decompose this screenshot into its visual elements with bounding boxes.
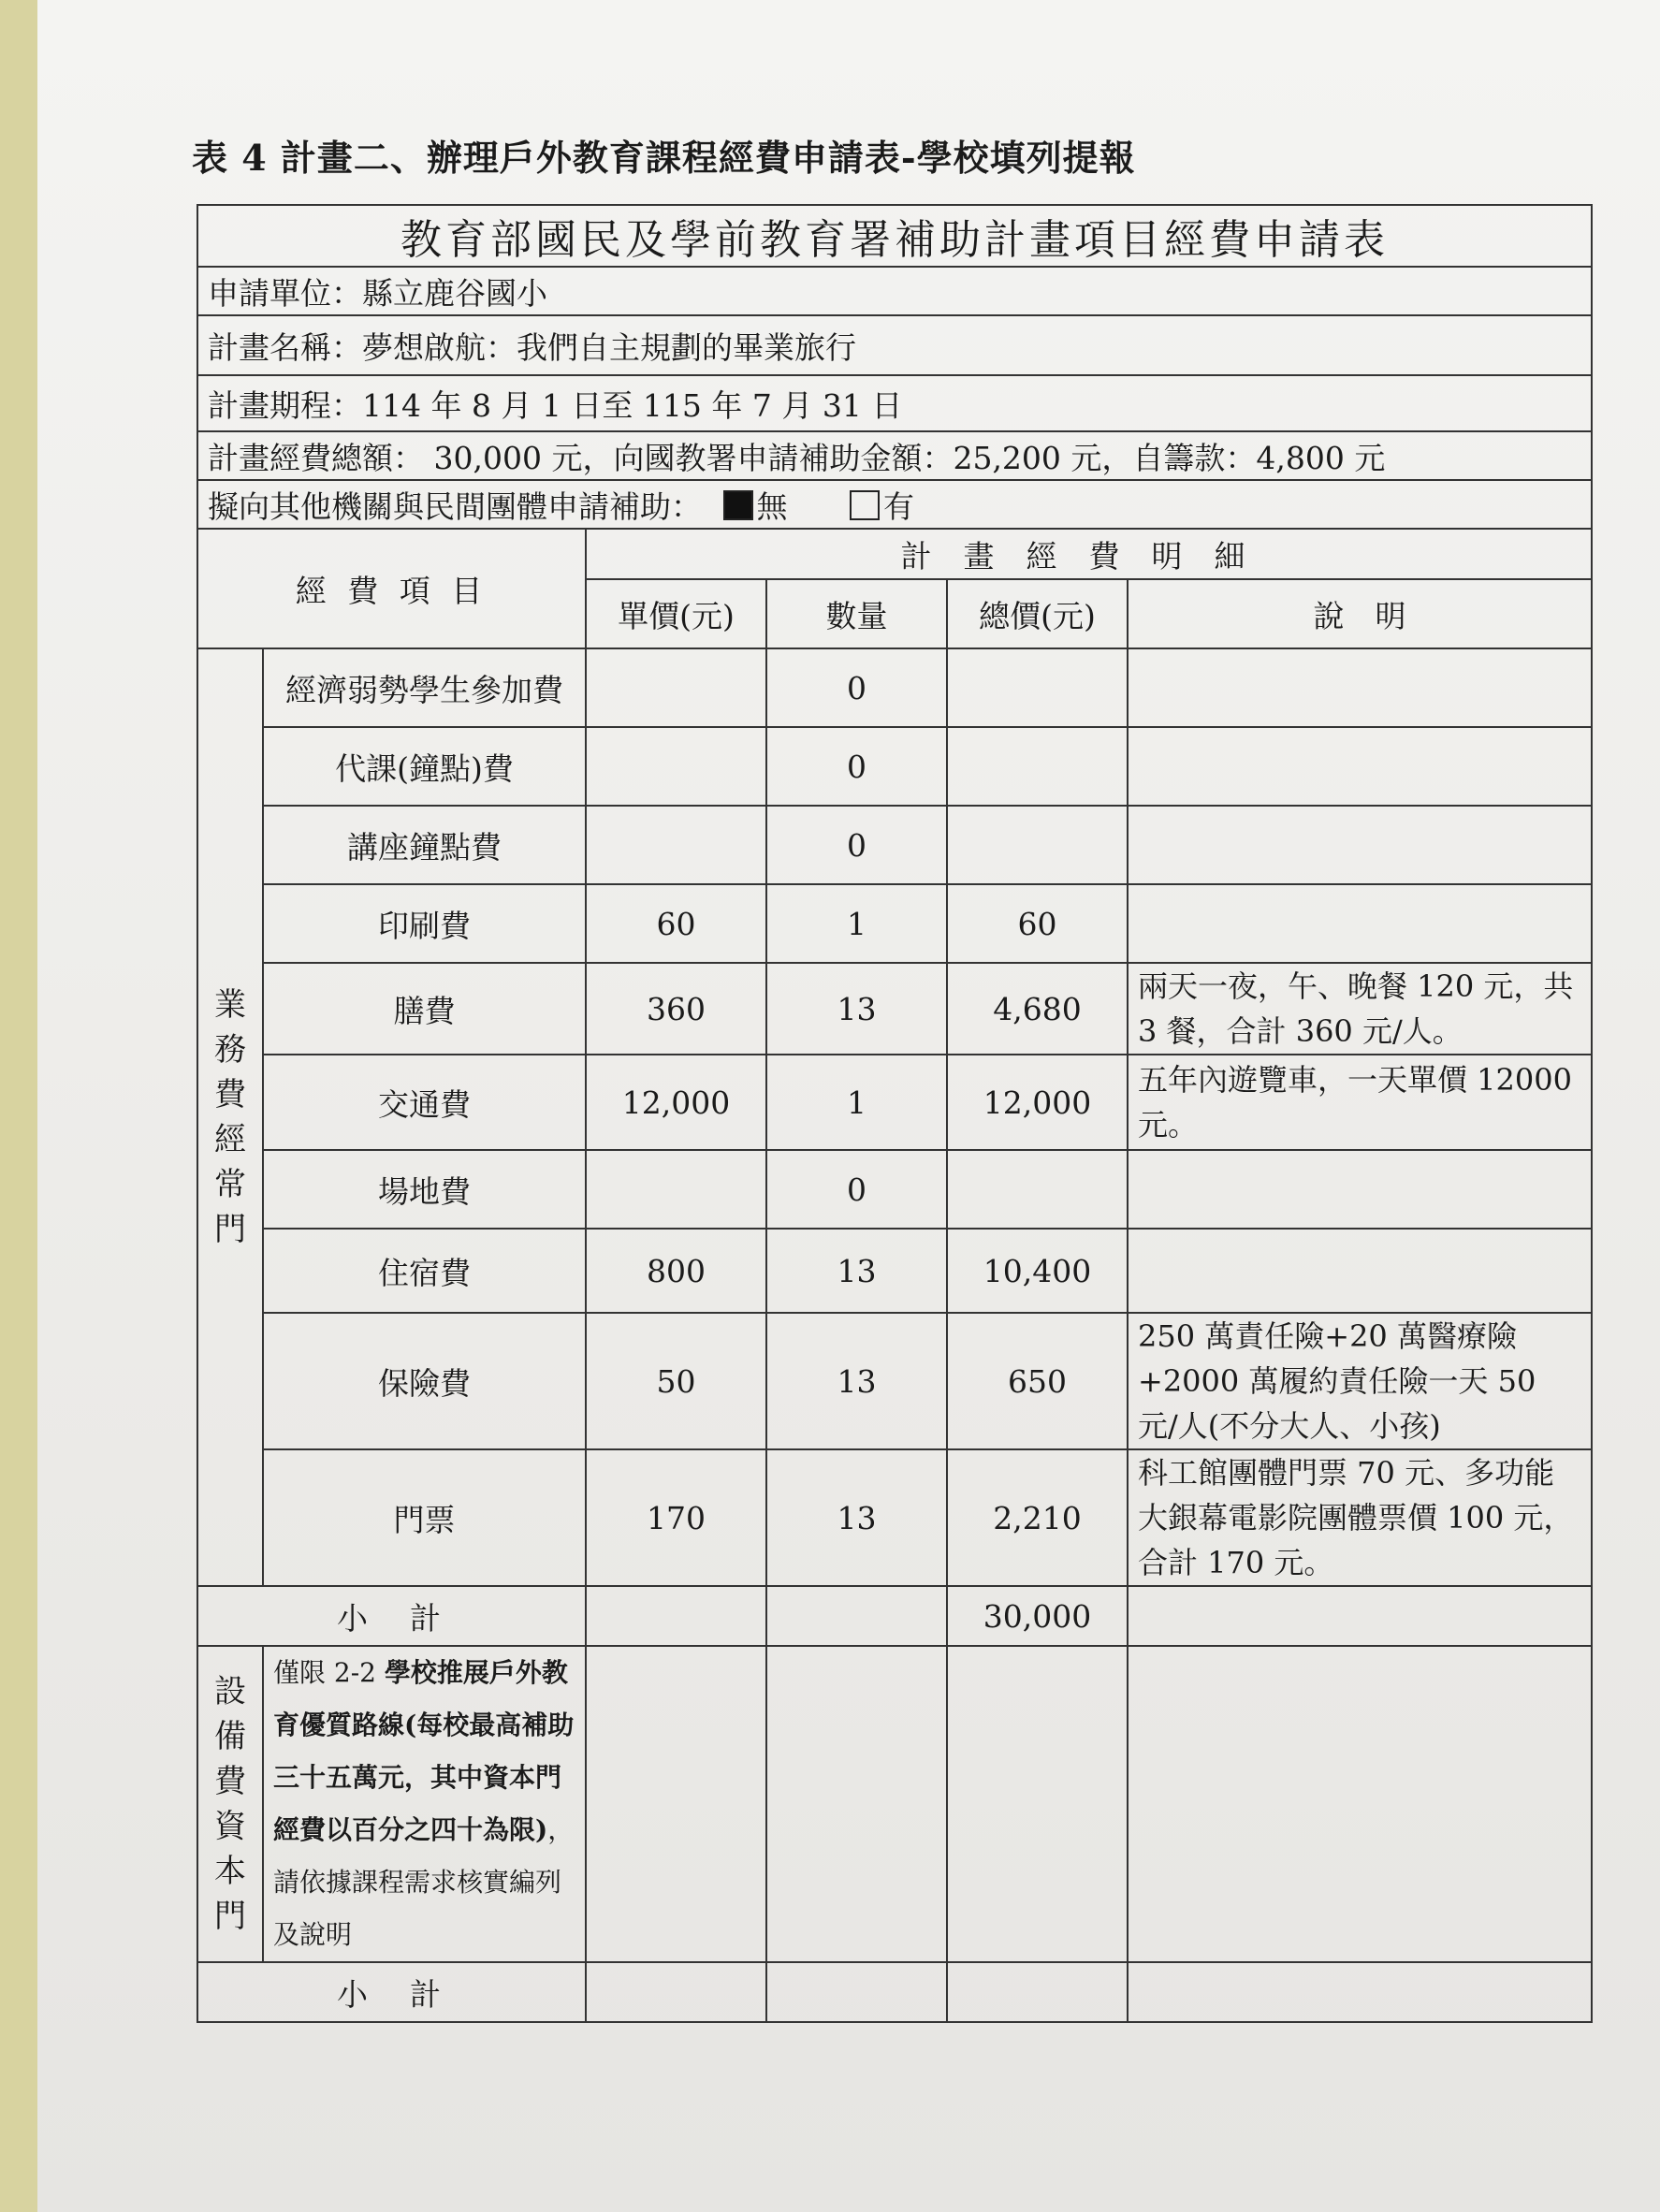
column-header-item: 經 費 項 目 — [197, 529, 586, 648]
capital-section-note: 僅限 2-2 學校推展戶外教育優質路線(每校最高補助三十五萬元，其中資本門經費以百分之四十為限)，請依據課程需求核實編列及說明 — [263, 1646, 586, 1962]
subtotal-quantity — [766, 1586, 947, 1646]
total-cell — [947, 727, 1128, 806]
table-row — [197, 963, 1592, 1055]
total-cell: 12,000 — [947, 1055, 1128, 1150]
description-cell — [1128, 1229, 1592, 1313]
capital-total — [947, 1646, 1128, 1962]
business-section-label: 業務費經常門 — [197, 648, 263, 1586]
document-title: 表 4 計畫二、辦理戶外教育課程經費申請表-學校填列提報 — [192, 137, 1136, 179]
item-cell: 印刷費 — [263, 884, 586, 963]
subtotal-label: 小 計 — [197, 1586, 586, 1646]
item-cell: 代課(鐘點)費 — [263, 727, 586, 806]
unit-price-cell: 800 — [586, 1229, 766, 1313]
applicant-field: 申請單位：縣立鹿谷國小 — [197, 267, 1592, 315]
capital-section-label: 設備費資本門 — [197, 1646, 263, 1962]
item-cell: 經濟弱勢學生參加費 — [263, 648, 586, 727]
unit-price-cell — [586, 1150, 766, 1229]
checkbox-no-checked[interactable] — [723, 490, 753, 520]
checkbox-yes-unchecked[interactable] — [850, 490, 880, 520]
quantity-cell: 1 — [766, 884, 947, 963]
table-row — [197, 1150, 1592, 1229]
description-cell: 科工館團體門票 70 元、多功能大銀幕電影院團體票價 100 元，合計 170 元。 — [1128, 1449, 1592, 1586]
column-header-quantity: 數量 — [766, 579, 947, 648]
table-row — [197, 806, 1592, 884]
description-cell — [1128, 727, 1592, 806]
total-cell: 2,210 — [947, 1449, 1128, 1586]
unit-price-cell: 360 — [586, 963, 766, 1055]
table-row — [197, 884, 1592, 963]
budget-summary-field: 計畫經費總額： 30,000 元，向國教署申請補助金額：25,200 元，自籌款：4,800 元 — [197, 431, 1592, 480]
unit-price-cell: 12,000 — [586, 1055, 766, 1150]
table-row — [197, 1229, 1592, 1313]
description-cell — [1128, 648, 1592, 727]
quantity-cell: 13 — [766, 1313, 947, 1449]
total-cell: 4,680 — [947, 963, 1128, 1055]
total-cell — [947, 806, 1128, 884]
column-header-total: 總價(元) — [947, 579, 1128, 648]
capital-subtotal-row — [197, 1962, 1592, 2022]
unit-price-cell: 50 — [586, 1313, 766, 1449]
plan-period-field: 計畫期程：114 年 8 月 1 日至 115 年 7 月 31 日 — [197, 375, 1592, 431]
subtotal-total: 30,000 — [947, 1586, 1128, 1646]
description-cell: 250 萬責任險+20 萬醫療險+2000 萬履約責任險一天 50 元/人(不分大人、小孩) — [1128, 1313, 1592, 1449]
quantity-cell: 0 — [766, 806, 947, 884]
description-cell — [1128, 806, 1592, 884]
capital-unit-price — [586, 1646, 766, 1962]
capital-subtotal-unit-price — [586, 1962, 766, 2022]
quantity-cell: 0 — [766, 1150, 947, 1229]
quantity-cell: 0 — [766, 727, 947, 806]
quantity-cell: 13 — [766, 963, 947, 1055]
item-cell: 講座鐘點費 — [263, 806, 586, 884]
capital-quantity — [766, 1646, 947, 1962]
capital-subtotal-total — [947, 1962, 1128, 2022]
quantity-cell: 0 — [766, 648, 947, 727]
column-header-detail: 計畫經費明細 — [586, 529, 1592, 579]
form-header: 教育部國民及學前教育署補助計畫項目經費申請表 — [197, 205, 1592, 267]
capital-section-row — [197, 1646, 1592, 1962]
description-cell: 五年內遊覽車，一天單價 12000 元。 — [1128, 1055, 1592, 1150]
other-subsidy-row — [197, 480, 1592, 529]
option-yes-label: 有 — [883, 488, 914, 525]
table-row — [197, 1449, 1592, 1586]
item-cell: 場地費 — [263, 1150, 586, 1229]
item-cell: 住宿費 — [263, 1229, 586, 1313]
description-cell — [1128, 884, 1592, 963]
subtotal-description — [1128, 1586, 1592, 1646]
item-cell: 保險費 — [263, 1313, 586, 1449]
unit-price-cell: 170 — [586, 1449, 766, 1586]
business-subtotal-row — [197, 1586, 1592, 1646]
description-cell: 兩天一夜，午、晚餐 120 元，共 3 餐，合計 360 元/人。 — [1128, 963, 1592, 1055]
total-cell: 650 — [947, 1313, 1128, 1449]
unit-price-cell — [586, 806, 766, 884]
column-header-unit-price: 單價(元) — [586, 579, 766, 648]
unit-price-cell: 60 — [586, 884, 766, 963]
item-cell: 膳費 — [263, 963, 586, 1055]
capital-subtotal-quantity — [766, 1962, 947, 2022]
unit-price-cell — [586, 727, 766, 806]
total-cell: 60 — [947, 884, 1128, 963]
total-cell: 10,400 — [947, 1229, 1128, 1313]
subtotal-unit-price — [586, 1586, 766, 1646]
description-cell — [1128, 1150, 1592, 1229]
quantity-cell: 13 — [766, 1229, 947, 1313]
plan-name-field: 計畫名稱：夢想啟航：我們自主規劃的畢業旅行 — [197, 315, 1592, 375]
total-cell — [947, 648, 1128, 727]
capital-description — [1128, 1646, 1592, 1962]
quantity-cell: 13 — [766, 1449, 947, 1586]
quantity-cell: 1 — [766, 1055, 947, 1150]
item-cell: 交通費 — [263, 1055, 586, 1150]
table-row — [197, 1055, 1592, 1150]
column-header-description: 說 明 — [1128, 579, 1592, 648]
other-subsidy-label: 擬向其他機關與民間團體申請補助： — [208, 488, 702, 525]
table-row — [197, 648, 1592, 727]
option-no-label: 無 — [756, 488, 788, 525]
item-cell: 門票 — [263, 1449, 586, 1586]
total-cell — [947, 1150, 1128, 1229]
table-row — [197, 1313, 1592, 1449]
capital-subtotal-description — [1128, 1962, 1592, 2022]
capital-subtotal-label: 小 計 — [197, 1962, 586, 2022]
funding-application-form — [197, 204, 1593, 2023]
unit-price-cell — [586, 648, 766, 727]
table-row — [197, 727, 1592, 806]
